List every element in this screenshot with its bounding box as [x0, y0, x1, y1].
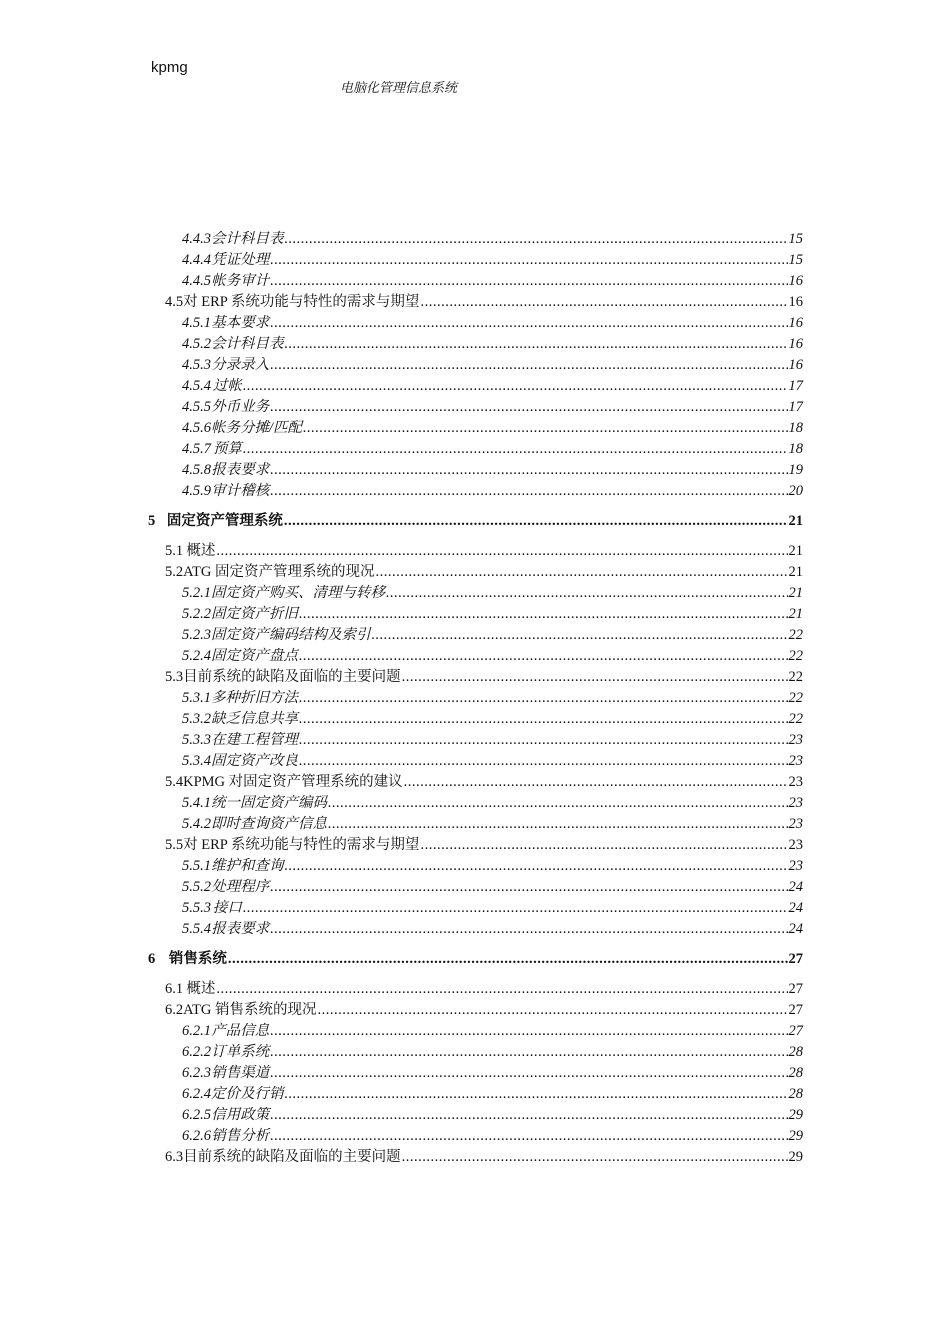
toc-dot-leader — [404, 773, 788, 791]
toc-dot-leader — [270, 251, 787, 269]
toc-entry-page: 15 — [788, 252, 803, 268]
toc-dot-leader — [375, 563, 787, 581]
toc-dot-leader — [270, 314, 787, 332]
toc-entry-number: 4.5.5 — [182, 399, 211, 415]
toc-entry[interactable] — [182, 270, 803, 290]
toc-entry-title: 销售分析 — [211, 1128, 270, 1144]
toc-entry-title: 帐务审计 — [211, 273, 270, 289]
toc-entry-page: 27 — [788, 1023, 803, 1039]
toc-entry-number: 6.2.6 — [182, 1128, 211, 1144]
toc-entry-number: 5.4.1 — [182, 795, 211, 811]
toc-entry-title: 外币业务 — [211, 399, 270, 415]
toc-entry-number: 5.5.2 — [182, 879, 211, 895]
toc-entry[interactable] — [182, 1041, 803, 1061]
toc-dot-leader — [270, 920, 787, 938]
toc-entry-title: 统一固定资产编码 — [211, 795, 327, 811]
toc-entry-title: 固定资产改良 — [211, 753, 298, 769]
toc-entry[interactable] — [182, 333, 803, 353]
toc-dot-leader — [228, 950, 788, 968]
toc-entry[interactable] — [182, 1020, 803, 1040]
toc-dot-leader — [285, 230, 788, 248]
toc-entry[interactable] — [182, 312, 803, 332]
toc-dot-leader — [317, 1001, 787, 1019]
toc-entry[interactable] — [165, 291, 803, 311]
toc-entry[interactable] — [182, 603, 803, 623]
toc-entry[interactable] — [182, 1062, 803, 1082]
toc-entry-number: 5.5.1 — [182, 858, 211, 874]
toc-dot-leader — [270, 878, 787, 896]
toc-dot-leader — [285, 335, 788, 353]
toc-entry-title: 固定资产购买、清理与转移 — [211, 585, 385, 601]
toc-entry[interactable] — [182, 1104, 803, 1124]
toc-dot-leader — [270, 1022, 787, 1040]
toc-entry-number: 5.1 — [165, 543, 184, 559]
toc-entry-page: 16 — [788, 315, 803, 331]
toc-entry-page: 18 — [788, 420, 803, 436]
toc-entry-title: ATG 固定资产管理系统的现况 — [183, 564, 375, 580]
toc-entry-title: 销售渠道 — [211, 1065, 270, 1081]
toc-entry-title: 概述 — [186, 543, 216, 559]
toc-entry-number: 5.3.4 — [182, 753, 211, 769]
toc-entry-number: 5.5 — [165, 837, 184, 853]
toc-entry[interactable] — [165, 666, 803, 686]
toc-entry-title: 在建工程管理 — [211, 732, 298, 748]
toc-entry-page: 23 — [788, 858, 803, 874]
toc-entry-title: 目前系统的缺陷及面临的主要问题 — [183, 669, 401, 685]
toc-entry[interactable] — [165, 834, 803, 854]
toc-entry[interactable] — [165, 1146, 803, 1166]
toc-dot-leader — [285, 1085, 788, 1103]
toc-entry[interactable] — [165, 540, 803, 560]
toc-dot-leader — [420, 293, 787, 311]
toc-dot-leader — [243, 899, 788, 917]
toc-entry-page: 18 — [788, 441, 803, 457]
toc-entry-number: 6.2.3 — [182, 1065, 211, 1081]
toc-entry[interactable] — [182, 1083, 803, 1103]
toc-entry-title: 维护和查询 — [211, 858, 284, 874]
toc-dot-leader — [270, 272, 787, 290]
toc-dot-leader — [270, 482, 787, 500]
toc-entry-title: 定价及行销 — [211, 1086, 284, 1102]
toc-dot-leader — [328, 815, 788, 833]
toc-entry-number: 4.5.1 — [182, 315, 211, 331]
toc-entry-number: 6.1 — [165, 981, 184, 997]
toc-entry-title: 缺乏信息共享 — [211, 711, 298, 727]
toc-dot-leader — [216, 980, 787, 998]
toc-entry-number: 5 — [148, 513, 156, 529]
toc-dot-leader — [270, 1106, 787, 1124]
toc-entry-page: 29 — [788, 1107, 803, 1123]
document-title: 电脑化管理信息系统 — [340, 80, 458, 95]
toc-entry-number: 4.4.4 — [182, 252, 211, 268]
toc-entry[interactable] — [182, 354, 803, 374]
toc-entry-page: 29 — [788, 1149, 803, 1165]
toc-entry-number: 5.4.2 — [182, 816, 211, 832]
toc-entry-page: 29 — [788, 1128, 803, 1144]
toc-entry[interactable] — [182, 897, 803, 917]
toc-entry-page: 24 — [788, 879, 803, 895]
toc-entry[interactable] — [182, 729, 803, 749]
toc-dot-leader — [299, 605, 788, 623]
toc-dot-leader — [270, 1064, 787, 1082]
toc-entry-page: 28 — [788, 1065, 803, 1081]
toc-entry-title: 销售系统 — [168, 951, 227, 967]
toc-entry[interactable] — [148, 510, 803, 530]
toc-entry[interactable] — [165, 771, 803, 791]
toc-entry-number: 5.4 — [165, 774, 184, 790]
toc-entry-number: 4.5 — [165, 294, 184, 310]
toc-entry-number: 4.5.9 — [182, 483, 211, 499]
toc-entry-number: 4.5.6 — [182, 420, 211, 436]
toc-entry-title: 固定资产盘点 — [211, 648, 298, 664]
toc-entry[interactable] — [182, 813, 803, 833]
toc-entry-number: 5.3.3 — [182, 732, 211, 748]
toc-entry-page: 23 — [788, 753, 803, 769]
toc-dot-leader — [386, 584, 788, 602]
toc-entry-page: 16 — [788, 357, 803, 373]
toc-entry-page: 20 — [788, 483, 803, 499]
toc-entry-title: 固定资产管理系统 — [166, 513, 283, 529]
toc-entry-page: 28 — [788, 1044, 803, 1060]
toc-entry-page: 21 — [788, 585, 803, 601]
toc-entry-number: 5.3.1 — [182, 690, 211, 706]
toc-entry-title: 预算 — [212, 441, 242, 457]
toc-entry-number: 6.2.1 — [182, 1023, 211, 1039]
toc-entry-title: 产品信息 — [211, 1023, 270, 1039]
toc-dot-leader — [284, 512, 788, 530]
toc-entry-title: 对 ERP 系统功能与特性的需求与期望 — [183, 294, 420, 310]
toc-entry-number: 6.2.5 — [182, 1107, 211, 1123]
toc-entry[interactable] — [182, 750, 803, 770]
toc-entry-page: 17 — [788, 399, 803, 415]
toc-dot-leader — [328, 794, 788, 812]
toc-entry-page: 22 — [788, 648, 803, 664]
toc-entry-number: 4.5.7 — [182, 441, 211, 457]
toc-entry-number: 5.2.3 — [182, 627, 211, 643]
toc-entry-page: 23 — [788, 732, 803, 748]
toc-entry-number: 5.5.3 — [182, 900, 211, 916]
toc-entry[interactable] — [182, 918, 803, 938]
toc-dot-leader — [270, 1127, 787, 1145]
toc-entry-page: 23 — [788, 774, 803, 790]
toc-entry[interactable] — [165, 999, 803, 1019]
toc-entry[interactable] — [182, 855, 803, 875]
toc-entry[interactable] — [182, 876, 803, 896]
toc-entry-number: 4.5.4 — [182, 378, 211, 394]
toc-dot-leader — [420, 836, 787, 854]
toc-entry-page: 16 — [788, 273, 803, 289]
toc-entry-title: KPMG 对固定资产管理系统的建议 — [183, 774, 403, 790]
toc-entry-number: 6.2.2 — [182, 1044, 211, 1060]
toc-entry-title: 信用政策 — [211, 1107, 270, 1123]
toc-entry-page: 15 — [788, 231, 803, 247]
toc-entry-title: 对 ERP 系统功能与特性的需求与期望 — [183, 837, 420, 853]
toc-entry[interactable] — [148, 948, 803, 968]
toc-entry-title: 分录录入 — [211, 357, 270, 373]
toc-entry-number: 6 — [148, 951, 156, 967]
toc-dot-leader — [299, 752, 788, 770]
toc-entry-title: 固定资产折旧 — [211, 606, 298, 622]
toc-entry-title: 凭证处理 — [211, 252, 270, 268]
toc-entry-title: 目前系统的缺陷及面临的主要问题 — [183, 1149, 401, 1165]
toc-entry[interactable] — [182, 417, 803, 437]
toc-entry-page: 23 — [788, 795, 803, 811]
toc-entry[interactable] — [182, 396, 803, 416]
toc-entry-title: ATG 销售系统的现况 — [183, 1002, 317, 1018]
toc-entry-page: 16 — [788, 336, 803, 352]
toc-entry-title: 概述 — [186, 981, 216, 997]
toc-entry[interactable] — [182, 480, 803, 500]
toc-entry-title: 订单系统 — [211, 1044, 270, 1060]
toc-entry-page: 27 — [788, 951, 803, 967]
toc-entry-title: 即时查询资产信息 — [211, 816, 327, 832]
toc-entry-number: 6.2.4 — [182, 1086, 211, 1102]
toc-dot-leader — [299, 689, 788, 707]
toc-entry-title: 审计稽核 — [211, 483, 270, 499]
toc-entry-title: 会计科目表 — [211, 336, 284, 352]
toc-dot-leader — [402, 668, 788, 686]
toc-entry-title: 报表要求 — [211, 921, 270, 937]
toc-entry-page: 27 — [788, 1002, 803, 1018]
toc-dot-leader — [270, 356, 787, 374]
toc-dot-leader — [270, 398, 787, 416]
toc-entry-title: 多种折旧方法 — [211, 690, 298, 706]
toc-entry[interactable] — [182, 645, 803, 665]
toc-dot-leader — [216, 542, 787, 560]
toc-entry-number: 4.4.3 — [182, 231, 211, 247]
toc-entry-page: 22 — [788, 690, 803, 706]
toc-entry-number: 6.2 — [165, 1002, 184, 1018]
toc-dot-leader — [243, 440, 788, 458]
toc-entry-page: 24 — [788, 900, 803, 916]
toc-entry[interactable] — [182, 228, 803, 248]
toc-entry-title: 帐务分摊/匹配 — [211, 420, 303, 436]
toc-entry-page: 22 — [788, 627, 803, 643]
toc-dot-leader — [299, 731, 788, 749]
toc-entry[interactable] — [182, 249, 803, 269]
toc-entry-page: 23 — [788, 837, 803, 853]
toc-entry-page: 17 — [788, 378, 803, 394]
toc-entry[interactable] — [182, 375, 803, 395]
toc-entry-number: 5.2.4 — [182, 648, 211, 664]
toc-entry[interactable] — [165, 978, 803, 998]
toc-entry-number: 5.2.1 — [182, 585, 211, 601]
toc-entry[interactable] — [182, 792, 803, 812]
toc-entry-page: 21 — [788, 543, 803, 559]
brand-text: kpmg — [151, 59, 188, 76]
toc-entry-page: 22 — [788, 711, 803, 727]
toc-dot-leader — [270, 1043, 787, 1061]
toc-dot-leader — [270, 461, 787, 479]
toc-dot-leader — [372, 626, 788, 644]
toc-entry[interactable] — [182, 438, 803, 458]
toc-entry[interactable] — [165, 561, 803, 581]
toc-entry-title: 报表要求 — [211, 462, 270, 478]
toc-dot-leader — [402, 1148, 788, 1166]
toc-dot-leader — [243, 377, 788, 395]
toc-entry-number: 4.4.5 — [182, 273, 211, 289]
toc-entry-number: 6.3 — [165, 1149, 184, 1165]
toc-entry[interactable] — [182, 1125, 803, 1145]
toc-entry-page: 21 — [788, 606, 803, 622]
toc-dot-leader — [299, 710, 788, 728]
toc-entry-page: 21 — [788, 564, 803, 580]
toc-entry-number: 5.5.4 — [182, 921, 211, 937]
toc-entry-title: 处理程序 — [211, 879, 270, 895]
toc-dot-leader — [299, 647, 788, 665]
toc-entry-page: 27 — [788, 981, 803, 997]
toc-entry-title: 接口 — [212, 900, 242, 916]
toc-entry-number: 4.5.3 — [182, 357, 211, 373]
toc-entry-number: 4.5.8 — [182, 462, 211, 478]
toc-entry-page: 23 — [788, 816, 803, 832]
toc-entry-number: 4.5.2 — [182, 336, 211, 352]
toc-entry-page: 24 — [788, 921, 803, 937]
toc-entry[interactable] — [182, 687, 803, 707]
toc-entry-number: 5.2.2 — [182, 606, 211, 622]
toc-dot-leader — [303, 419, 787, 437]
toc-entry-page: 28 — [788, 1086, 803, 1102]
toc-entry[interactable] — [182, 708, 803, 728]
toc-entry-page: 21 — [788, 513, 803, 529]
toc-entry-title: 过帐 — [212, 378, 242, 394]
toc-entry-number: 5.2 — [165, 564, 184, 580]
toc-entry-page: 16 — [788, 294, 803, 310]
toc-entry-page: 22 — [788, 669, 803, 685]
toc-entry-title: 基本要求 — [211, 315, 270, 331]
toc-entry-number: 5.3 — [165, 669, 184, 685]
toc-entry-number: 5.3.2 — [182, 711, 211, 727]
toc-dot-leader — [285, 857, 788, 875]
toc-entry-title: 会计科目表 — [211, 231, 284, 247]
toc-entry-page: 19 — [788, 462, 803, 478]
toc-entry-title: 固定资产编码结构及索引 — [211, 627, 371, 643]
toc-entry[interactable] — [182, 582, 803, 602]
toc-entry[interactable] — [182, 459, 803, 479]
toc-entry[interactable] — [182, 624, 803, 644]
